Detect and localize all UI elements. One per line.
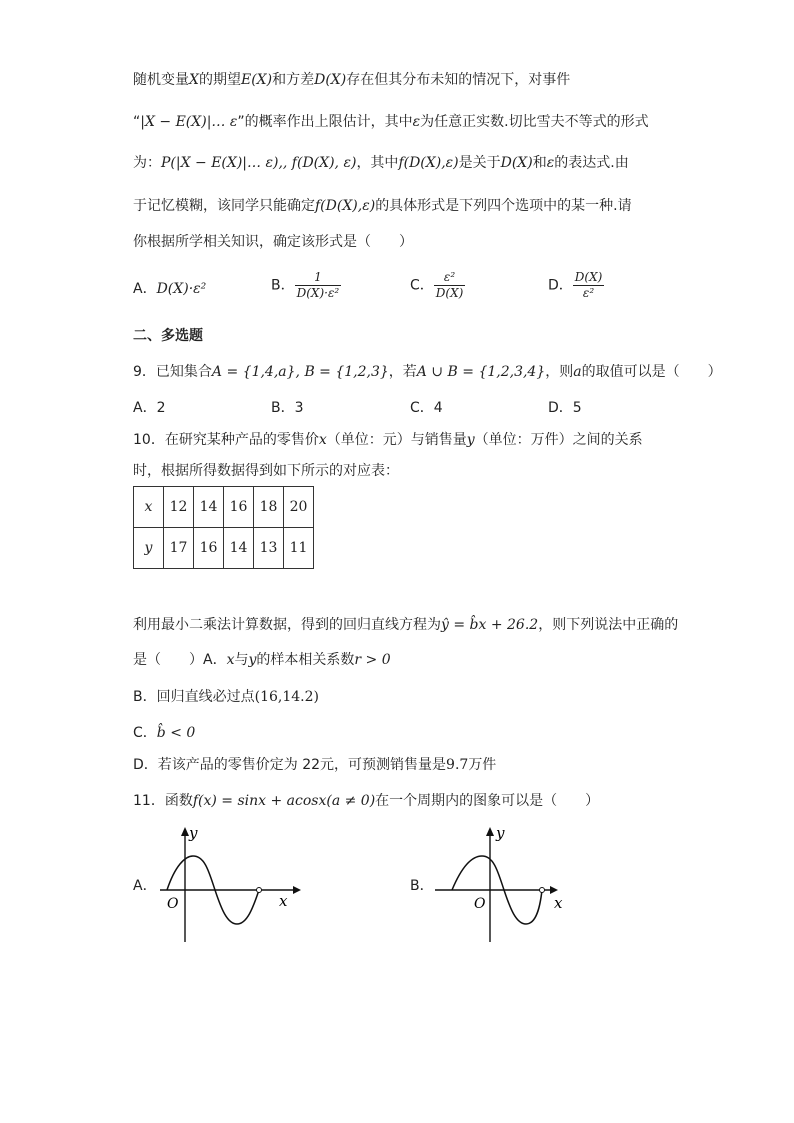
q8-line-3: 为：P(|X − E(X)|… ε),, f(D(X), ε)，其中f(D(X),ε)是关于D(X)和ε的表达式.由 (133, 155, 629, 171)
q10-option-c[interactable]: C．b̂ < 0 (133, 725, 196, 741)
q10-data-table (133, 486, 314, 569)
q9-option-b[interactable]: B．3 (271, 400, 304, 416)
x-axis-arrow-icon (550, 886, 558, 894)
table-cell: 17 (164, 528, 194, 569)
y-axis-label: y (496, 824, 505, 842)
q10-line-1: 10．在研究某种产品的零售价x（单位：元）与销售量y（单位：万件）之间的关系 (133, 432, 643, 448)
x-axis-label: x (279, 892, 288, 910)
q8-line-4: 于记忆模糊，该同学只能确定f(D(X),ε)的具体形式是下列四个选项中的某一种.请 (133, 198, 632, 214)
q10-line-2: 时，根据所得数据得到如下所示的对应表： (133, 463, 399, 479)
table-cell: 16 (224, 487, 254, 528)
y-axis-arrow-icon (486, 827, 494, 836)
q8-option-c[interactable]: C． $\frac{\text{ε²}}{D(X)}$ (410, 270, 464, 300)
q8-line-5: 你根据所学相关知识，确定该形式是（ ） (133, 234, 413, 250)
table-cell: 12 (164, 487, 194, 528)
table-row-y (134, 528, 314, 569)
table-cell: 13 (254, 528, 284, 569)
q10-line-4-option-a[interactable]: 是（ ）A．x与y的样本相关系数r > 0 (133, 652, 391, 668)
q10-option-b[interactable]: B．回归直线必过点(16,14.2) (133, 689, 319, 705)
table-cell: 11 (284, 528, 314, 569)
y-axis-label: y (189, 824, 198, 842)
table-cell: 14 (194, 487, 224, 528)
x-axis-arrow-icon (293, 886, 301, 894)
q8-option-b[interactable]: B． $\frac{1}{\text{D(X)·ε²}}$ (271, 270, 340, 300)
table-cell: 18 (254, 487, 284, 528)
open-point (257, 888, 262, 893)
table-cell: 14 (224, 528, 254, 569)
q9-option-d[interactable]: D．5 (548, 400, 582, 416)
table-cell: 16 (194, 528, 224, 569)
section-heading-multiple-choice: 二、多选题 (133, 328, 203, 344)
q11-option-a-label[interactable]: A． (133, 878, 157, 894)
q10-line-3: 利用最小二乘法计算数据，得到的回归直线方程为ŷ = b̂x + 26.2，则下列说法中正确的 (133, 617, 679, 633)
q8-line-1: 随机变量X的期望E(X)和方差D(X)存在但其分布未知的情况下，对事件 (133, 72, 571, 88)
q11-graph-b[interactable] (430, 822, 590, 944)
q9-option-c[interactable]: C．4 (410, 400, 443, 416)
q8-line-2: “|X − E(X)|… ε”的概率作出上限估计，其中ε为任意正实数.切比雪夫不等式的形式 (133, 114, 649, 130)
table-row-x (134, 487, 314, 528)
x-axis-label: x (554, 894, 563, 912)
q8-option-a[interactable]: A．D(X)·ε² (133, 281, 207, 297)
q10-option-d[interactable]: D．若该产品的零售价定为 22元，可预测销售量是9.7万件 (133, 757, 497, 773)
table-cell: 20 (284, 487, 314, 528)
q9-option-a[interactable]: A．2 (133, 400, 166, 416)
origin-label: O (474, 896, 486, 912)
y-axis-arrow-icon (181, 827, 189, 836)
table-header-y: y (134, 528, 164, 569)
q11-stem: 11．函数f(x) = sinx + acosx(a ≠ 0)在一个周期内的图象可以是（ ） (133, 793, 600, 809)
q9-stem: 9．已知集合A = {1,4,a}, B = {1,2,3}，若A ∪ B = {1,2,3,4}，则a的取值可以是（ ） (133, 364, 722, 380)
table-header-x: x (134, 487, 164, 528)
q11-graph-a[interactable] (155, 822, 315, 944)
origin-label: O (167, 896, 179, 912)
open-point (540, 888, 545, 893)
q11-option-b-label[interactable]: B． (410, 878, 434, 894)
q8-option-d[interactable]: D． $\frac{D(X)}{\text{ε²}}$ (548, 270, 603, 300)
